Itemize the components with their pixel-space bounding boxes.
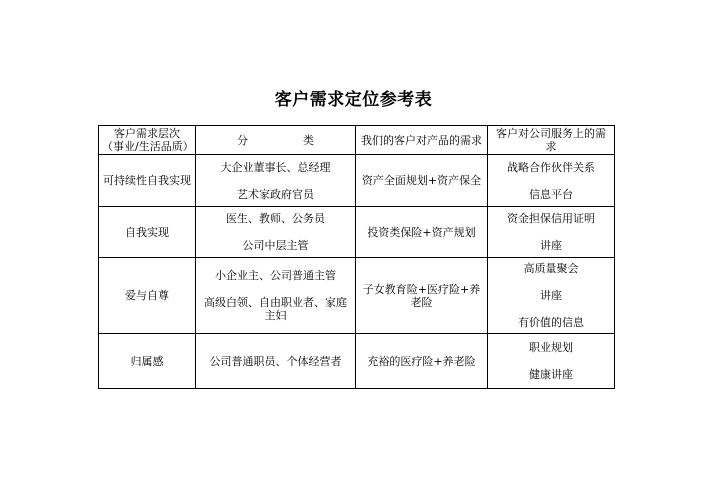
level-cell: 归属感 (99, 334, 196, 389)
category-item: 大企业董事长、总经理 (220, 160, 331, 174)
category-item: 艺术家政府官员 (237, 187, 314, 201)
service-item: 健康讲座 (529, 368, 573, 381)
header-category (196, 126, 356, 155)
service-item: 资金担保信用证明 (507, 212, 595, 225)
page-title: 客户需求定位参考表 (274, 90, 433, 110)
service-item: 战略合作伙伴关系 (507, 160, 595, 174)
category-item: 小企业主、公司普通主管 (215, 269, 336, 282)
header-category-left: 分 (237, 133, 248, 147)
category-item: 医生、教师、公务员 (226, 212, 325, 225)
table-header-row (99, 126, 615, 155)
category-cell (196, 207, 356, 258)
level-cell: 自我实现 (99, 207, 196, 258)
category-item: 高级白领、自由职业者、家庭主妇 (204, 296, 347, 322)
product-cell: 投资类保险+资产规划 (356, 207, 488, 258)
table-row (99, 155, 615, 207)
service-item: 讲座 (540, 239, 562, 252)
service-item: 讲座 (540, 289, 562, 302)
product-cell: 资产全面规划+资产保全 (356, 155, 488, 207)
needs-table (98, 125, 615, 389)
service-item: 有价值的信息 (518, 316, 584, 329)
category-cell: 公司普通职员、个体经营者 (196, 334, 356, 389)
service-cell (488, 207, 615, 258)
level-cell: 可持续性自我实现 (99, 155, 196, 207)
header-category-right: 类 (303, 133, 314, 147)
header-product-needs: 我们的客户对产品的需求 (356, 126, 488, 155)
product-cell: 子女教育险+医疗险+养老险 (356, 258, 488, 334)
level-cell: 爱与自尊 (99, 258, 196, 334)
header-service-needs: 客户对公司服务上的需求 (488, 126, 615, 155)
service-item: 信息平台 (529, 187, 573, 201)
table-row (99, 334, 615, 389)
service-item: 职业规划 (529, 341, 573, 354)
service-cell (488, 258, 615, 334)
service-item: 高质量聚会 (523, 262, 579, 275)
service-cell (488, 334, 615, 389)
table-row (99, 258, 615, 334)
category-item: 公司中层主管 (242, 239, 309, 252)
product-cell: 充裕的医疗险+养老险 (356, 334, 488, 389)
category-cell (196, 258, 356, 334)
header-level: 客户需求层次 （事业/生活品质） (99, 126, 196, 155)
table-row (99, 207, 615, 258)
service-cell (488, 155, 615, 207)
category-cell (196, 155, 356, 207)
